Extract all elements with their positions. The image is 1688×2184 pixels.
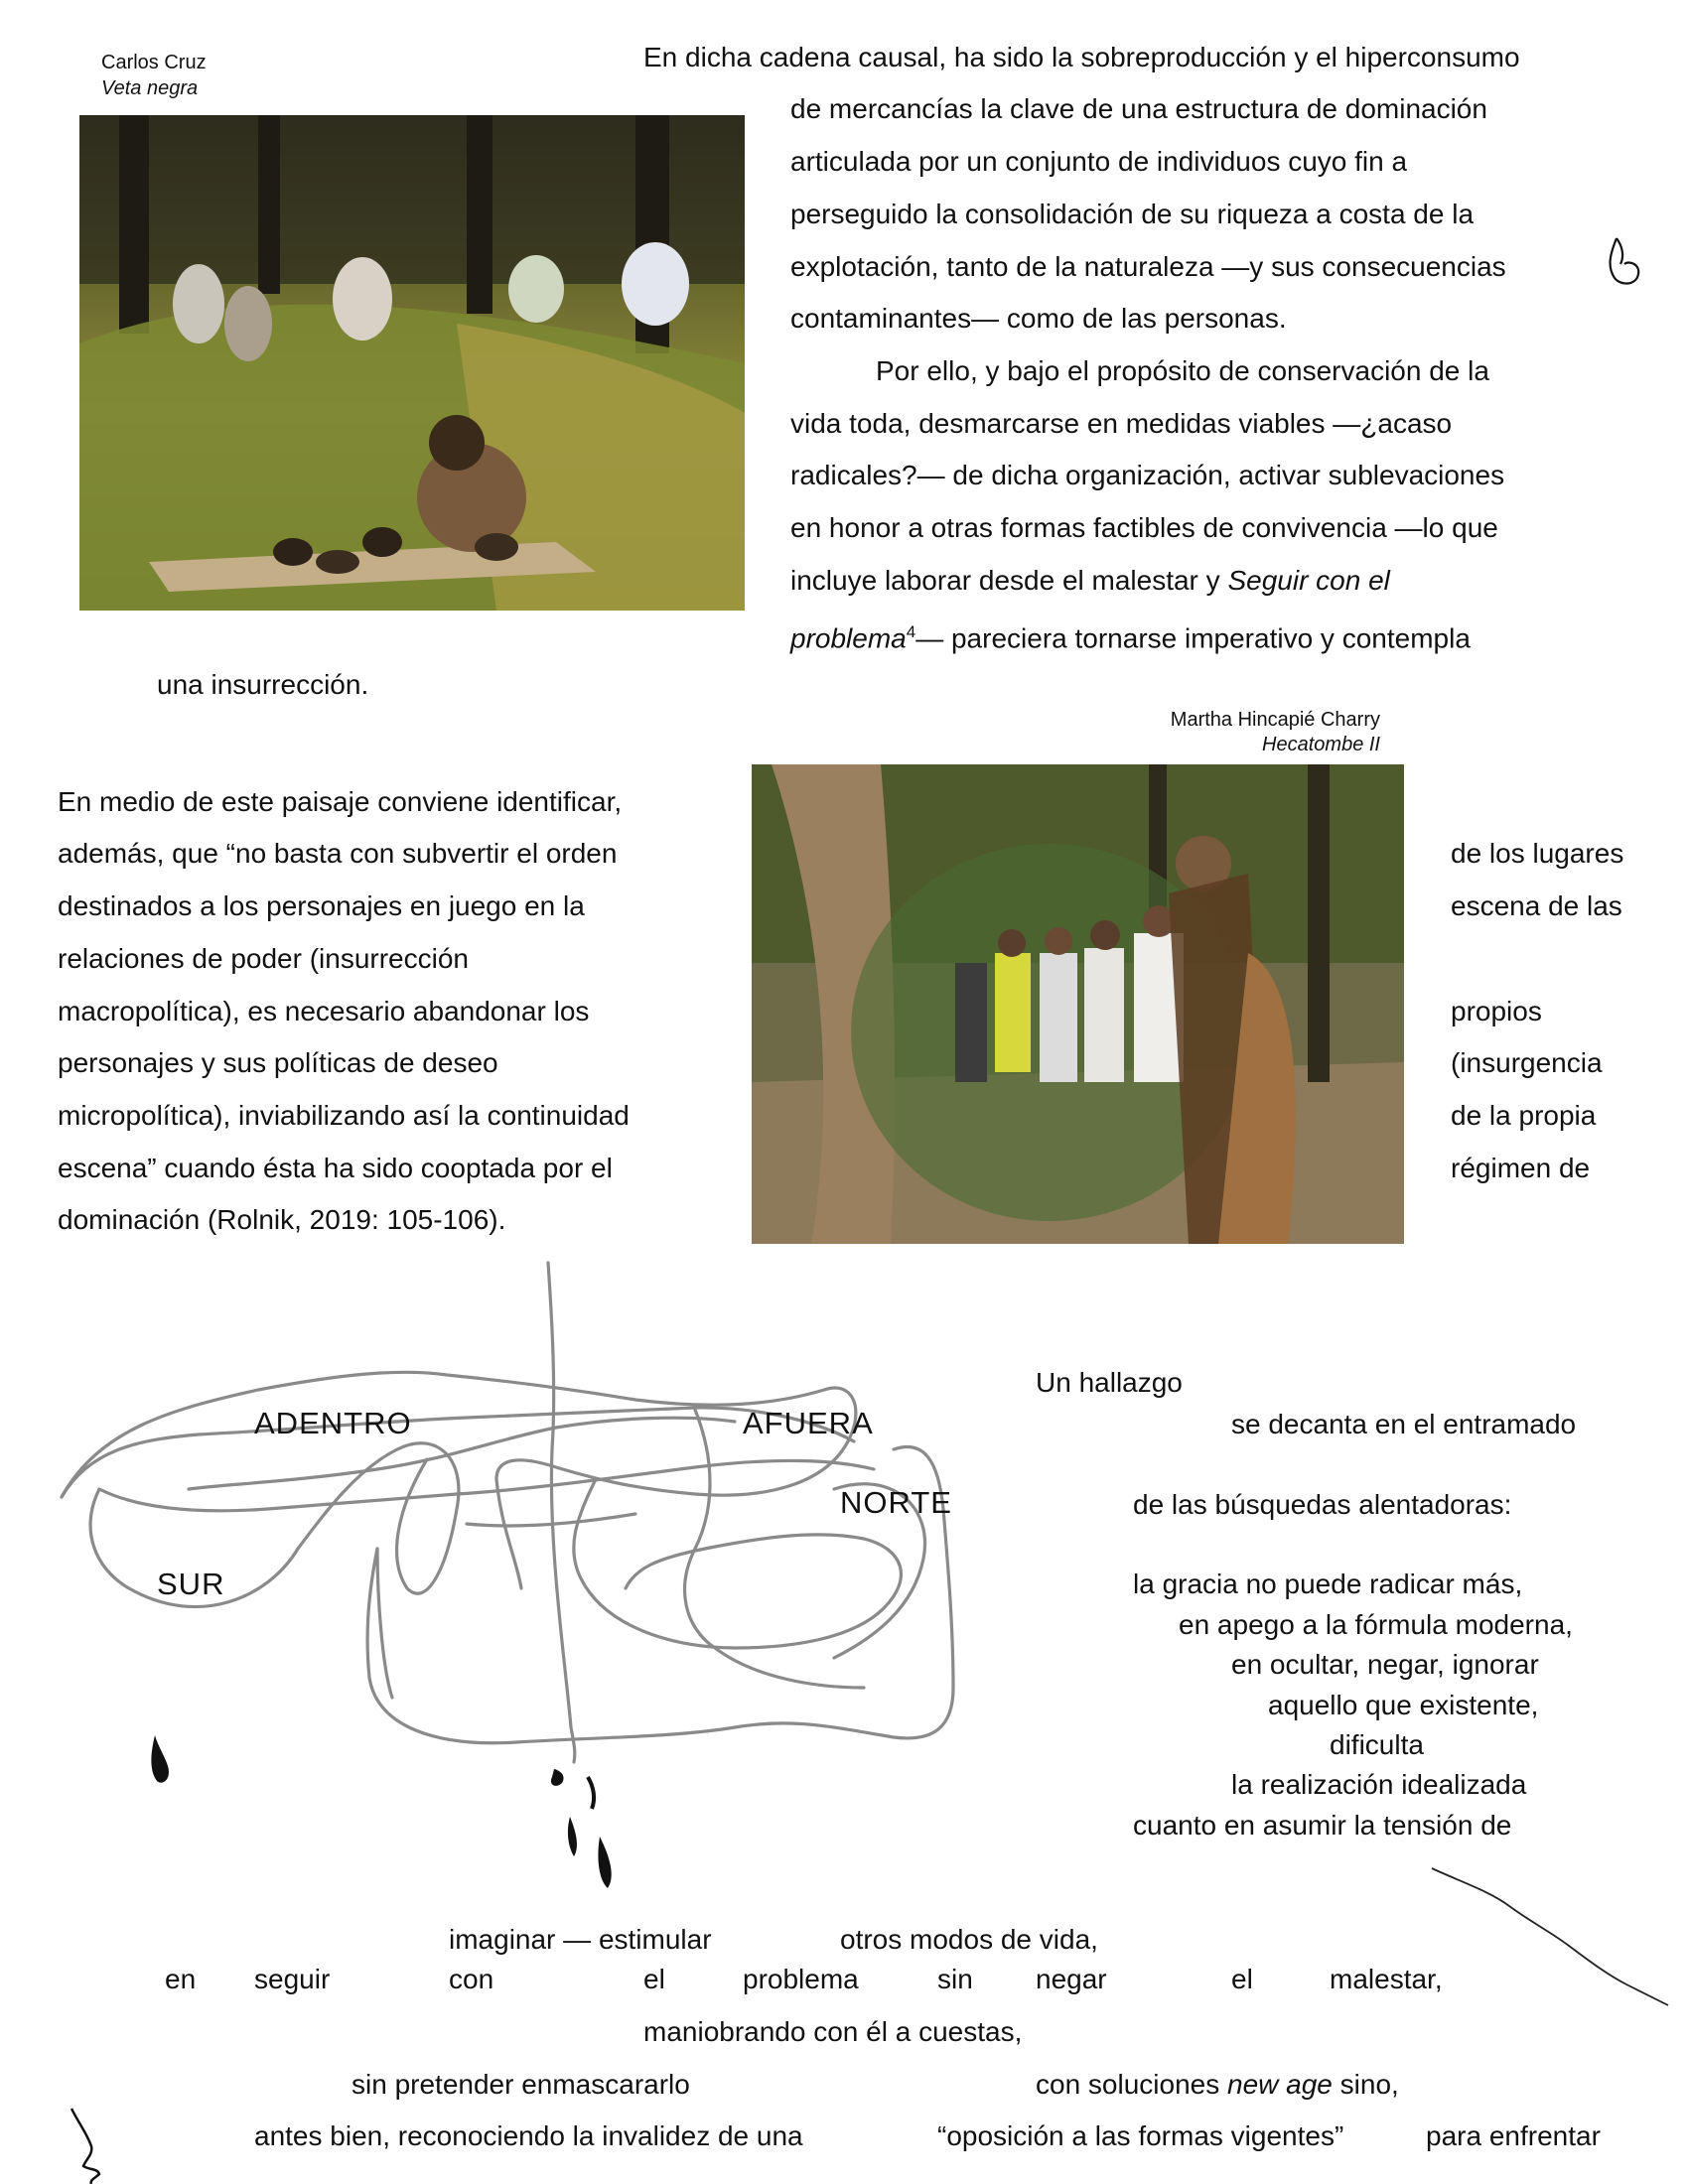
text-line: contaminantes— como de las personas.	[790, 303, 1287, 334]
text-fragment: sino,	[1332, 2069, 1399, 2100]
text-fragment: — pareciera tornarse imperativo y contempla	[915, 622, 1471, 654]
text-line: explotación, tanto de la naturaleza —y sus consecuencias	[790, 251, 1506, 282]
text-line: de la propia	[1451, 1100, 1597, 1131]
poem-line: en ocultar, negar, ignorar	[1231, 1649, 1539, 1680]
text-line: de mercancías la clave de una estructura de dominación	[790, 93, 1487, 124]
poem-word: sin	[937, 1964, 973, 1994]
text-line: de los lugares	[1451, 838, 1624, 869]
text-line: macropolítica), es necesario abandonar los	[58, 996, 590, 1026]
footnote-marker: 4	[906, 622, 916, 641]
poem-line: maniobrando con él a cuestas,	[643, 2016, 1023, 2047]
poem-line: la realización idealizada	[1231, 1769, 1527, 1800]
poem-line: sin pretender enmascararlo	[352, 2069, 690, 2100]
photo-caption-title: Veta negra	[101, 77, 199, 99]
photo-caption-artist: Carlos Cruz	[101, 52, 207, 73]
text-line: Por ello, y bajo el propósito de conservación de la	[876, 355, 1489, 386]
map-label-sur: SUR	[157, 1567, 225, 1601]
text-line: destinados a los personajes en juego en la	[58, 890, 585, 921]
poem-line: cuanto en asumir la tensión de	[1133, 1810, 1512, 1841]
emphasis-text: new age	[1227, 2069, 1333, 2100]
ink-stroke-icon	[588, 1777, 594, 1809]
text-line: régimen de	[1451, 1153, 1591, 1183]
poem-word: con	[449, 1964, 494, 1994]
poem-word: malestar,	[1330, 1964, 1443, 1994]
text-line: dominación (Rolnik, 2019: 105-106).	[58, 1204, 506, 1235]
poem-line: dificulta	[1330, 1729, 1424, 1760]
poem-line: se decanta en el entramado	[1231, 1409, 1577, 1439]
text-line: en honor a otras formas factibles de convivencia —lo que	[790, 512, 1498, 543]
text-line: personajes y sus políticas de deseo	[58, 1047, 498, 1078]
poem-line	[1036, 2070, 1399, 2100]
loop-map-drawing	[62, 1263, 953, 1762]
text-line: (insurgencia	[1451, 1047, 1603, 1078]
text-line: En medio de este paisaje conviene identificar,	[58, 786, 623, 817]
ink-drop-icon	[568, 1817, 577, 1856]
poem-line: otros modos de vida,	[840, 1924, 1098, 1955]
text-line: vida toda, desmarcarse en medidas viables —¿acaso	[790, 408, 1453, 439]
poem-word: el	[643, 1964, 665, 1994]
text-line: micropolítica), inviabilizando así la continuidad	[58, 1100, 630, 1131]
text-fragment: incluye laborar desde el malestar y	[790, 565, 1228, 596]
text-line: radicales?— de dicha organización, activar sublevaciones	[790, 460, 1505, 490]
poem-line: antes bien, reconociendo la invalidez de una	[254, 2120, 803, 2151]
poem-word: negar	[1036, 1964, 1107, 1994]
poem-word: seguir	[254, 1964, 331, 1994]
text-line: articulada por un conjunto de individuos cuyo fin a	[790, 146, 1408, 177]
poem-line: aquello que existente,	[1268, 1690, 1539, 1720]
text-line: perseguido la consolidación de su riqueza a costa de la	[790, 199, 1475, 229]
text-line: escena de las	[1451, 890, 1622, 921]
poem-line: de las búsquedas alentadoras:	[1133, 1489, 1512, 1520]
ink-drop-icon	[151, 1735, 169, 1783]
ink-drop-icon	[551, 1769, 564, 1786]
poem-word: en	[165, 1964, 197, 1994]
poem-line: para enfrentar	[1426, 2120, 1601, 2151]
hand-doodle-icon	[1611, 238, 1639, 284]
text-line: relaciones de poder (insurrección	[58, 943, 469, 974]
poem-line: “oposición a las formas vigentes”	[937, 2120, 1344, 2151]
text-line: propios	[1451, 996, 1542, 1026]
poem-word: el	[1231, 1964, 1253, 1994]
poem-line: imaginar — estimular	[449, 1924, 712, 1955]
poem-line: la gracia no puede radicar más,	[1133, 1569, 1523, 1599]
text-line: además, que “no basta con subvertir el orden	[58, 838, 618, 869]
poem-line: en apego a la fórmula moderna,	[1179, 1609, 1573, 1640]
squiggle-icon	[71, 2109, 99, 2184]
ink-drop-icon	[598, 1837, 611, 1888]
cited-title: Seguir con el	[1227, 565, 1390, 596]
poem-line: Un hallazgo	[1036, 1367, 1183, 1398]
photo-caption-artist: Martha Hincapié Charry	[1170, 709, 1380, 731]
map-label-afuera: AFUERA	[743, 1406, 874, 1440]
wavy-line-icon	[1432, 1868, 1668, 2005]
map-label-adentro: ADENTRO	[254, 1406, 412, 1440]
text-line: escena” cuando ésta ha sido cooptada por el	[58, 1153, 613, 1183]
poem-word: problema	[743, 1964, 859, 1994]
photo-caption-title: Hecatombe II	[1262, 734, 1380, 755]
cited-title: problema	[790, 622, 907, 654]
text-line: una insurrección.	[157, 669, 369, 700]
text-fragment: con soluciones	[1036, 2069, 1228, 2100]
map-label-norte: NORTE	[840, 1485, 952, 1520]
text-line: En dicha cadena causal, ha sido la sobreproducción y el hiperconsumo	[643, 42, 1520, 72]
